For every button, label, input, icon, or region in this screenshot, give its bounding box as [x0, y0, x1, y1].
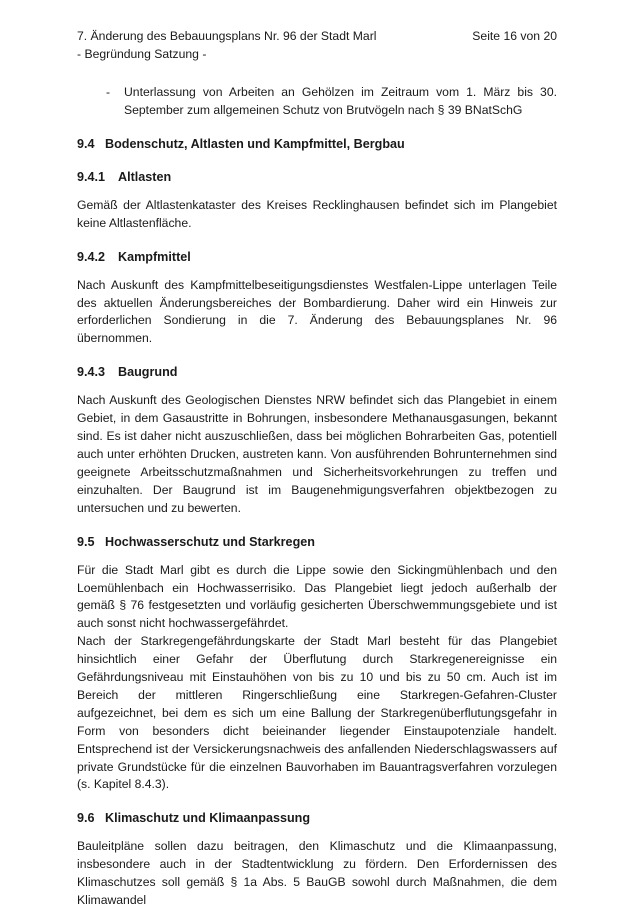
document-subtitle: - Begründung Satzung -: [77, 46, 207, 61]
document-body: [77, 84, 557, 910]
section-title: Klimaschutz und Klimaanpassung: [105, 811, 311, 826]
bullet-text: Unterlassung von Arbeiten an Gehölzen im Zeitraum vom 1. März bis 30. September zum allgemeinen Schutz von Brutvögeln nach § 39 BNatSchG: [124, 85, 557, 117]
section-number: 9.6: [77, 811, 95, 826]
section-title: Baugrund: [118, 365, 178, 380]
section-heading-9-4-1: [77, 168, 557, 186]
section-title: Hochwasserschutz und Starkregen: [105, 534, 315, 549]
section-number: 9.4.3: [77, 365, 106, 380]
section-number: 9.4.1: [77, 169, 106, 184]
section-title: Bodenschutz, Altlasten und Kampfmittel, Bergbau: [105, 136, 405, 151]
section-heading-9-6: [77, 809, 557, 827]
section-number: 9.4: [77, 136, 95, 151]
paragraph-starkregen: Nach der Starkregengefährdungskarte der Stadt Marl besteht für das Plangebiet hinsichtlich einer Gefahr der Überflutung durch Starkregenereignisse ein Gefährdungsniveau mit Einstauhöhen von bis zu 10 und bis zu 50 cm. Auch ist im Bereich der mittleren Ringerschließung eine Starkregen-Gefahren-Cluster aufgezeichnet, bei dem es sich um eine Ballung der Starkregenüberflutungsgefahr in Form von besonders dicht beieinander liegender Einstaupotenziale handelt. Entsprechend ist der Versickerungsnachweis des anfallenden Niederschlagswassers auf private Grundstücke für die einzelnen Bauvorhaben im Bauantragsverfahren vorzulegen (s. Kapitel 8.4.3).: [77, 634, 557, 792]
section-heading-9-4-3: [77, 363, 557, 381]
section-heading-9-5: [77, 533, 557, 551]
page-number: Seite 16 von 20: [472, 29, 557, 43]
page-header: [77, 28, 557, 64]
section-heading-9-4: [77, 135, 557, 153]
section-title: Altlasten: [118, 169, 172, 184]
paragraph-hochwasser: Für die Stadt Marl gibt es durch die Lippe sowie den Sickingmühlenbach und den Loemühlenbach ein Hochwasserrisiko. Das Plangebiet liegt jedoch außerhalb der gemäß § 76 festgesetzten und vorläufig gesicherten Überschwemmungsgebiete und ist auch sonst nicht hochwassergefährdet.: [77, 562, 557, 631]
paragraph-klimaschutz: Bauleitpläne sollen dazu beitragen, den Klimaschutz und die Klimaanpassung, insbesondere auch in der Stadtentwicklung zu fördern. Den Erfordernissen des Klimaschutzes soll gemäß § 1a Abs. 5 BauGB sowohl durch Maßnahmen, die dem Klimawandel: [77, 839, 557, 908]
paragraph-baugrund: Nach Auskunft des Geologischen Dienstes NRW befindet sich das Plangebiet in einem Gebiet, in dem Gasaustritte in Bohrungen, insbesondere Methanausgasungen, bekannt sind. Es ist daher nicht auszuschließen, dass bei möglichen Bohrarbeiten Gas, potentiell auch unter erhöhten Drucken, austreten kann. Von ausführenden Bohrunternehmen sind geeignete Arbeitsschutzmaßnahmen und Sicherheitsvorkehrungen zu treffen und einzuhalten. Der Baugrund ist im Baugenehmigungsverfahren objektbezogen zu untersuchen und zu bewerten.: [77, 393, 557, 515]
document-title: 7. Änderung des Bebauungsplans Nr. 96 der Stadt Marl: [77, 29, 377, 43]
bullet-dash: -: [106, 85, 111, 99]
section-number: 9.4.2: [77, 249, 106, 264]
paragraph-altlasten: Gemäß der Altlastenkataster des Kreises Recklinghausen befindet sich im Plangebiet keine Altlastenfläche.: [77, 197, 557, 230]
section-title: Kampfmittel: [118, 249, 191, 264]
bullet-item: [106, 84, 557, 120]
section-heading-9-4-2: [77, 248, 557, 266]
paragraph-kampfmittel: Nach Auskunft des Kampfmittelbeseitigungsdienstes Westfalen-Lippe unterlagen Teile des aktuellen Änderungsbereiches der Bombardierung. Daher wird ein Hinweis zur erforderlichen Sondierung in die 7. Änderung des Bebauungsplanes Nr. 96 übernommen.: [77, 277, 557, 346]
section-number: 9.5: [77, 534, 95, 549]
